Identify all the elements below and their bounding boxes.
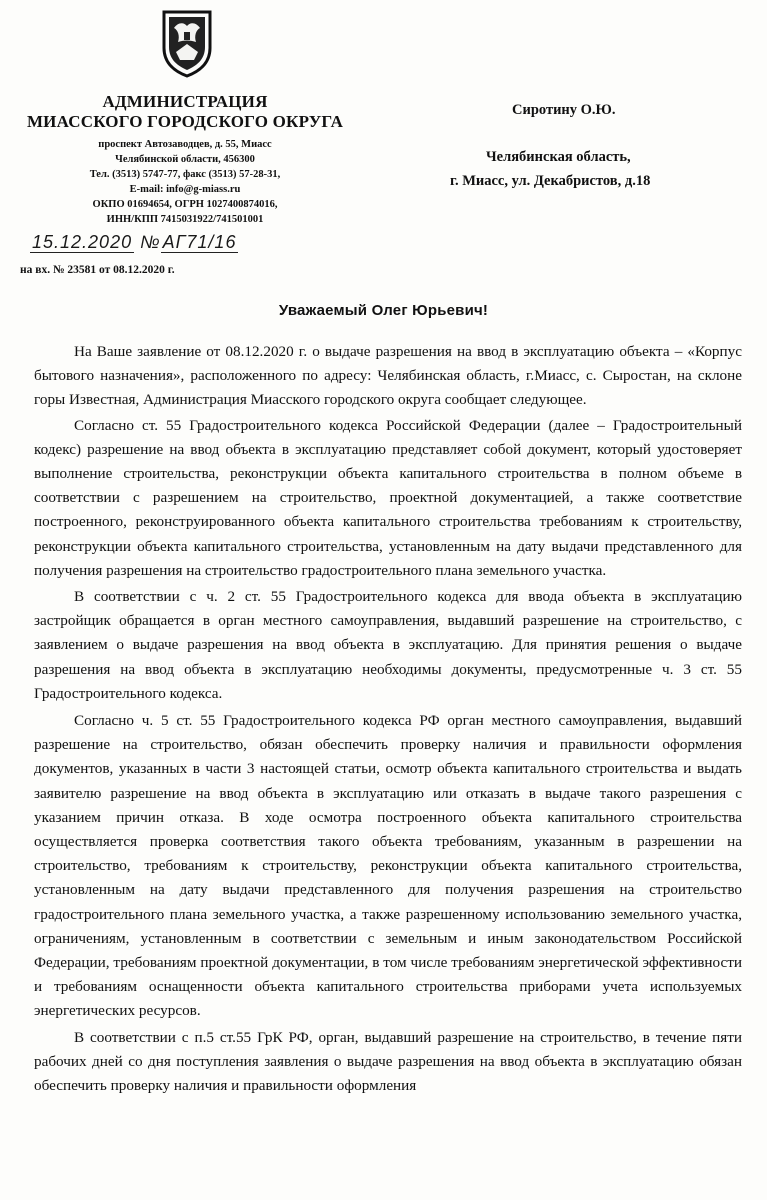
org-inn: ИНН/КПП 7415031922/741501001 <box>106 214 264 225</box>
sender-block <box>20 92 350 227</box>
org-phone: Тел. (3513) 5747-77, факс (3513) 57-28-31, <box>89 169 281 180</box>
org-email: E-mail: info@g-miass.ru <box>129 184 241 195</box>
paragraph-2: Согласно ст. 55 Градостроительного кодекса Российской Федерации (далее – Градостроительный кодекс) разрешение на ввод объекта в эксплуатацию представляет собой документ, который удостоверяет выполнение строительства, реконструкции объекта капитального строительства в полном объеме в соответствии с разрешением на строительство, проектной документацией, а также соответствие построенного, реконструированного объекта капитального строительства требованиям к строительству, реконструкции объекта капитального строительства, установленным на дату выдачи представленного для получения разрешения на строительство градостроительного плана земельного участка. <box>34 416 742 579</box>
addressee-city-address: г. Миасс, ул. Декабристов, д.18 <box>450 173 651 189</box>
registration-line <box>30 232 238 253</box>
reply-reference: на вх. № 23581 от 08.12.2020 г. <box>20 264 175 276</box>
org-details <box>20 137 350 227</box>
paragraph-4: Согласно ч. 5 ст. 55 Градостроительного кодекса РФ орган местного самоуправления, выдавший разрешение на строительство, обязан обеспечить проверку наличия и правильности оформления документов, указанных в части 3 настоящей статьи, осмотр объекта капитального строительства и выдать заявителю разрешение на ввод объекта в эксплуатацию или отказать в выдаче такого разрешения с указанием причин отказа. В ходе осмотра построенного объекта капитального строительства осуществляется проверка соответствия такого объекта требованиям, указанным в разрешении на строительство, требованиям к строительству, реконструкции объекта капитального строительства, установленным на дату выдачи представленного для получения разрешения на строительство градостроительного плана земельного участка, а также разрешенному использованию земельного участка, ограничениям, установленным в соответствии с земельным и иным законодательством Российской Федерации, требованиям проектной документации, в том числе требованиям энергетической эффективности и требованиям оснащенности объекта капитального строительства приборами учета используемых энергетических ресурсов. <box>34 712 742 1020</box>
registration-number-prefix: № <box>140 232 161 252</box>
addressee-region: Челябинская область, <box>486 149 631 165</box>
org-region: Челябинской области, 456300 <box>115 154 255 165</box>
org-okpo: ОКПО 01694654, ОГРН 1027400874016, <box>92 199 278 210</box>
org-address: проспект Автозаводцев, д. 55, Миасс <box>98 139 272 150</box>
registration-number: АГ71/16 <box>162 232 237 252</box>
letter-body <box>34 340 742 1098</box>
registration-date: 15.12.2020 <box>32 232 133 252</box>
addressee-name: Сиротину О.Ю. <box>512 102 616 118</box>
paragraph-1: На Ваше заявление от 08.12.2020 г. о выдаче разрешения на ввод в эксплуатацию объекта – «Корпус бытового назначения», расположенного по адресу: Челябинская область, г.Миасс, с. Сыростан, на склоне горы Известная, Администрация Миасского городского округа сообщает следующее. <box>34 343 742 409</box>
paragraph-5: В соответствии с п.5 ст.55 ГрК РФ, орган, выдавший разрешение на строительство, в течение пяти рабочих дней со дня поступления заявления о выдаче разрешения на ввод объекта в эксплуатацию обязан обеспечить проверку наличия и правильности оформления <box>34 1028 742 1095</box>
org-name-line1: АДМИНИСТРАЦИЯ <box>102 92 268 111</box>
paragraph-3: В соответствии с ч. 2 ст. 55 Градостроительного кодекса для ввода объекта в эксплуатацию застройщик обращается в орган местного самоуправления, выдавший разрешение на строительство, с заявлением о выдаче разрешения на ввод объекта в эксплуатацию. Для принятия решения о выдаче разрешения на ввод объекта в эксплуатацию необходимы документы, предусмотренные ч. 3 ст. 55 Градостроительного кодекса. <box>34 588 742 702</box>
org-name-line2: МИАССКОГО ГОРОДСКОГО ОКРУГА <box>26 112 344 131</box>
coat-of-arms-icon <box>160 8 214 78</box>
salutation: Уважаемый Олег Юрьевич! <box>278 302 489 319</box>
